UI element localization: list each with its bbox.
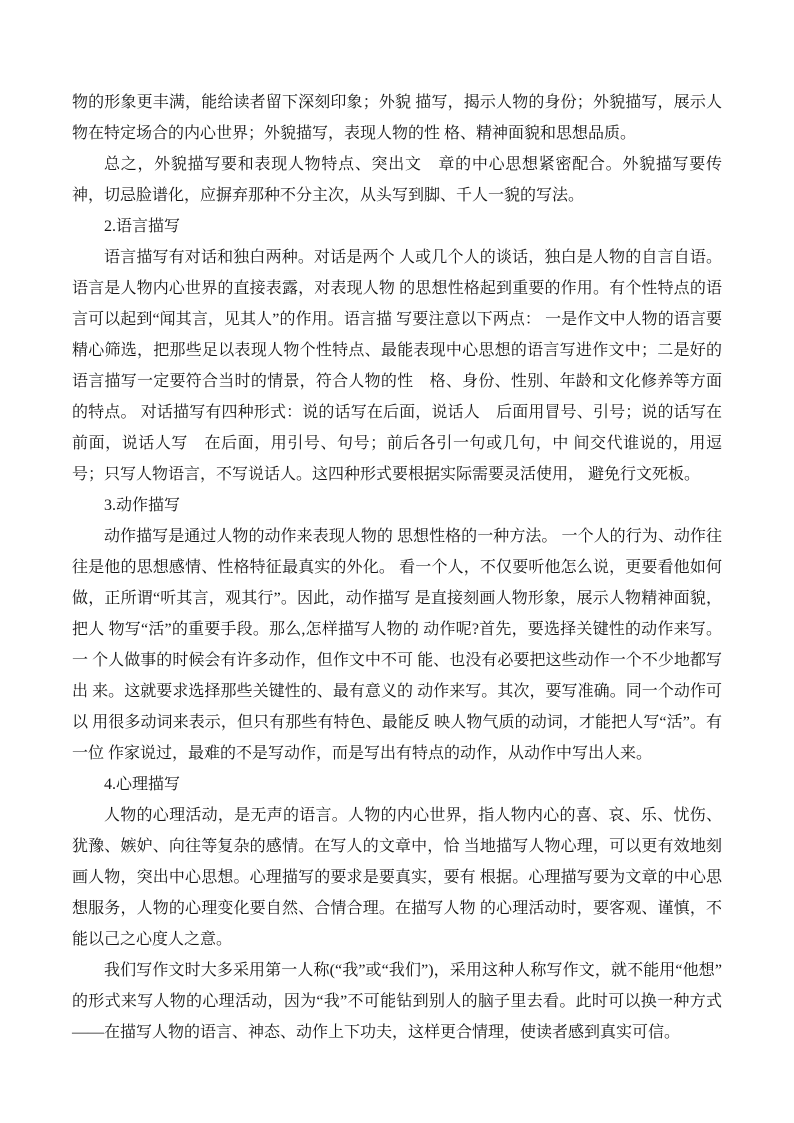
paragraph-language-description: 语言描写有对话和独白两种。对话是两个 人或几个人的谈话，独白是人物的自言自语。 语言是人物内心世界的直接表露，对表现人物 的思想性格起到重要的作用。有个性特点的语 言可以起到“闻其言，见其人”的作用。语言描 写要注意以下两点： 一是作文中人物的语言要 精心筛选，把那些足以表现人物个性特点、最能表现中心思想的语言写进作文中；二是好的语言描写一定要符合当时的情景，符合人物的性 格、身份、性别、年龄和文化修养等方面的特点。 对话描写有四种形式：说的话写在后面，说话人 后面用冒号、引号；说的话写在前面，说话人写 在后面，用引号、句号；前后各引一句或几句，中 间交代谁说的，用逗号；只写人物语言，不写说话人。这四种形式要根据实际需要灵活使用， 避免行文死板。 [72,249,722,483]
section-heading-language-description: 2.语言描写 [104,218,181,235]
section-heading-action-description: 3.动作描写 [104,497,181,514]
paragraph-appearance-description-summary: 总之，外貌描写要和表现人物特点、突出文 章的中心思想紧密配合。外貌描写要传神，切忌脸谱化，应摒弃那种不分主次，从头写到脚、千人一貌的写法。 [72,156,722,204]
paragraph-first-person-narration-note: 我们写作文时大多采用第一人称(“我”或“我们”)，采用这种人称写作文，就不能用“他想”的形式来写人物的心理活动，因为“我”不可能钻到别人的脑子里去看。此时可以换一种方式——在描写人物的语言、神态、动作上下功夫，这样更合情理，使读者感到真实可信。 [72,962,722,1041]
paragraph-action-description: 动作描写是通过人物的动作来表现人物的 思想性格的一种方法。 一个人的行为、动作往 往是他的思想感情、性格特征最真实的外化。 看一个人，不仅要听他怎么说，更要看他如何 做，正所谓“听其言，观其行”。因此，动作描写 是直接刻画人物形象，展示人物精神面貌，把人 物写“活”的重要手段。那么,怎样描写人物的 动作呢?首先，要选择关键性的动作来写。 一 个人做事的时候会有许多动作，但作文中不可 能、也没有必要把这些动作一个不少地都写出 来。这就要求选择那些关键性的、最有意义的 动作来写。其次，要写准确。同一个动作可以 用很多动词来表示，但只有那些有特色、最能反 映人物气质的动词，才能把人写“活”。有一位 作家说过，最难的不是写动作，而是写出有特点的动作，从动作中写出人来。 [72,528,722,762]
section-heading-psychology-description: 4.心理描写 [104,776,181,793]
paragraph-appearance-description-continued: 物的形象更丰满，能给读者留下深刻印象；外貌 描写，揭示人物的身份；外貌描写，展示人物在特定场合的内心世界；外貌描写，表现人物的性 格、精神面貌和思想品质。 [72,94,722,142]
paragraph-psychology-description: 人物的心理活动，是无声的语言。人物的内心世界，指人物内心的喜、哀、乐、忧伤、犹豫、嫉妒、向往等复杂的感情。在写人的文章中，恰 当地描写人物心理，可以更有效地刻画人物，突出中心思想。心理描写的要求是要真实，要有 根据。心理描写要为文章的中心思想服务，人物的心理变化要自然、合情合理。在描写人物 的心理活动时，要客观、谨慎，不能以己之心度人之意。 [72,807,722,948]
